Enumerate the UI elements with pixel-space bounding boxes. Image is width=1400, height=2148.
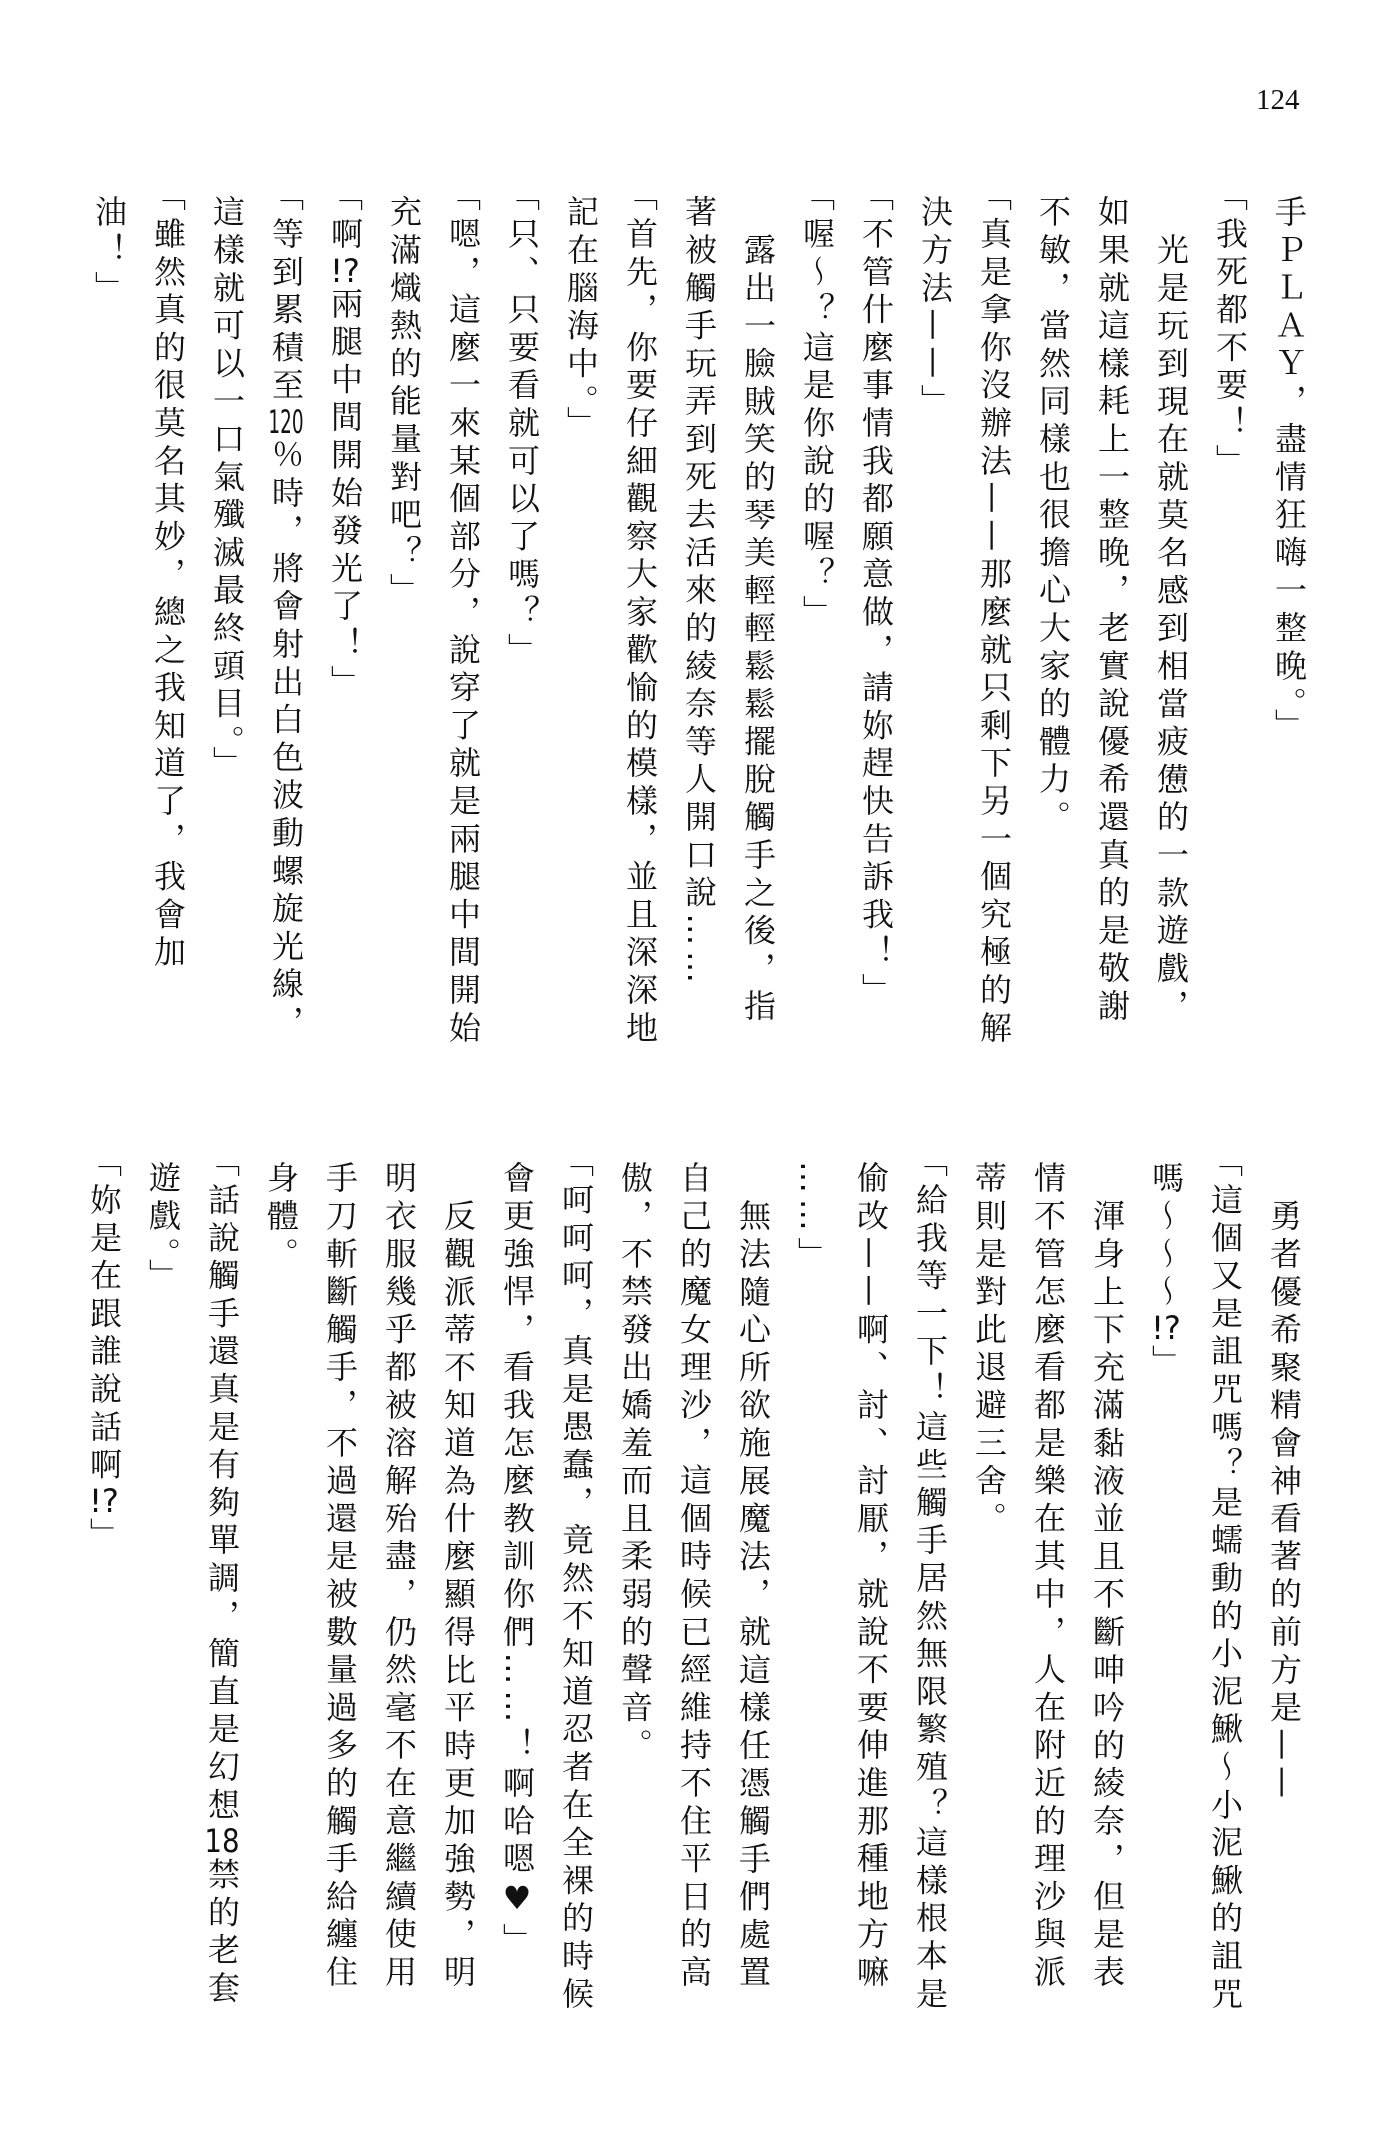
text-column: 偷改——啊、討、討厭，就說不要伸進那種地方嘛 [852, 1161, 890, 1993]
text-column: 勇者優希聚精會神看著的前方是—— [1265, 1198, 1303, 1804]
text-column: 「喔～？這是你說的喔？」 [798, 195, 836, 633]
text-column: 手刀斬斷觸手，不過還是被數量過多的觸手給纏住 [321, 1161, 359, 1993]
text-block-lower [74, 1161, 1313, 2021]
text-column: 「妳是在跟誰說話啊!?」 [85, 1161, 123, 1556]
tate-chu-yoko: 18 [204, 1825, 240, 1858]
text-column: 反觀派蒂不知道為什麼顯得比平時更加強勢，明 [439, 1198, 477, 1993]
text-column: 「首先，你要仔細觀察大家歡愉的模樣，並且深深地 [621, 195, 659, 1049]
text-column: 明衣服幾乎都被溶解殆盡，仍然毫不在意繼續使用 [380, 1161, 418, 1993]
text-column: 「這個又是詛咒嗎？是蠕動的小泥鰍～小泥鰍的詛咒 [1206, 1161, 1244, 2015]
text-column: 身體。 [262, 1161, 300, 1275]
text-column: 嗎～～～!?」 [1147, 1161, 1185, 1383]
text-column: 情不管怎麼看都是樂在其中，人在附近的理沙與派 [1029, 1161, 1067, 1993]
text-column: 「給我等一下！這些觸手居然無限繁殖？這樣根本是 [911, 1161, 949, 2015]
text-column: ……」 [793, 1161, 831, 1275]
text-column: 如果就這樣耗上一整晚，老實說優希還真的是敬謝 [1093, 195, 1131, 1027]
text-column: 蒂則是對此退避三舍。 [970, 1161, 1008, 1539]
text-column: 「等到累積至120％時，將會射出白色波動螺旋光線， [267, 195, 305, 1043]
text-column: 「嗯，這麼一來某個部分，說穿了就是兩腿中間開始 [444, 195, 482, 1049]
text-column: 決方法——」 [916, 195, 954, 422]
text-column: 不敏，當然同樣也很擔心大家的體力。 [1034, 195, 1072, 838]
text-column: 露出一臉賊笑的琴美輕輕鬆鬆擺脫觸手之後，指 [739, 232, 777, 1027]
text-column: 光是玩到現在就莫名感到相當疲憊的一款遊戲， [1152, 232, 1190, 1027]
text-block-upper [79, 195, 1318, 1055]
text-column: 著被觸手玩弄到死去活來的綾奈等人開口說…… [680, 195, 718, 989]
text-column: 「啊!?兩腿中間開始發光了！」 [326, 195, 364, 703]
text-column: 無法隨心所欲施展魔法，就這樣任憑觸手們處置 [734, 1198, 772, 1993]
text-column: 傲，不禁發出嬌羞而且柔弱的聲音。 [616, 1161, 654, 1766]
text-column: 「只、只要看就可以了嗎？」 [503, 195, 541, 671]
text-column: 「雖然真的很莫名其妙，總之我知道了，我會加 [149, 195, 187, 973]
text-column: 「不管什麼事情我都願意做，請妳趕快告訴我！」 [857, 195, 895, 1011]
text-column: 這樣就可以一口氣殲滅最終頭目。」 [208, 195, 246, 784]
text-column: 「我死都不要！」 [1211, 195, 1249, 482]
text-column: 記在腦海中。」 [562, 195, 600, 444]
text-column: 充滿熾熱的能量對吧？」 [385, 195, 423, 611]
tate-chu-yoko: !? [330, 254, 360, 287]
text-column: 自己的魔女理沙，這個時候已經維持不住平日的高 [675, 1161, 713, 1993]
text-column: 渾身上下充滿黏液並且不斷呻吟的綾奈，但是表 [1088, 1198, 1126, 1993]
tate-chu-yoko: 120 [268, 405, 304, 438]
text-column: 遊戲。」 [144, 1161, 182, 1297]
text-column: 會更強悍，看我怎麼教訓你們……！啊哈嗯♥」 [498, 1161, 536, 1961]
tate-chu-yoko: !? [1151, 1312, 1181, 1345]
text-column: 手ＰＬＡＹ，盡情狂嗨一整晚。」 [1270, 195, 1308, 746]
text-column: 「呵呵呵，真是愚蠢，竟然不知道忍者在全裸的時候 [557, 1161, 595, 2015]
text-column: 「話說觸手還真是有夠單調，簡直是幻想18禁的老套 [203, 1161, 241, 2009]
page-number: 124 [1256, 84, 1300, 116]
text-column: 「真是拿你沒辦法——那麼就只剩下另一個究極的解 [975, 195, 1013, 1049]
tate-chu-yoko: !? [89, 1485, 119, 1518]
text-column: 油！」 [90, 195, 128, 309]
